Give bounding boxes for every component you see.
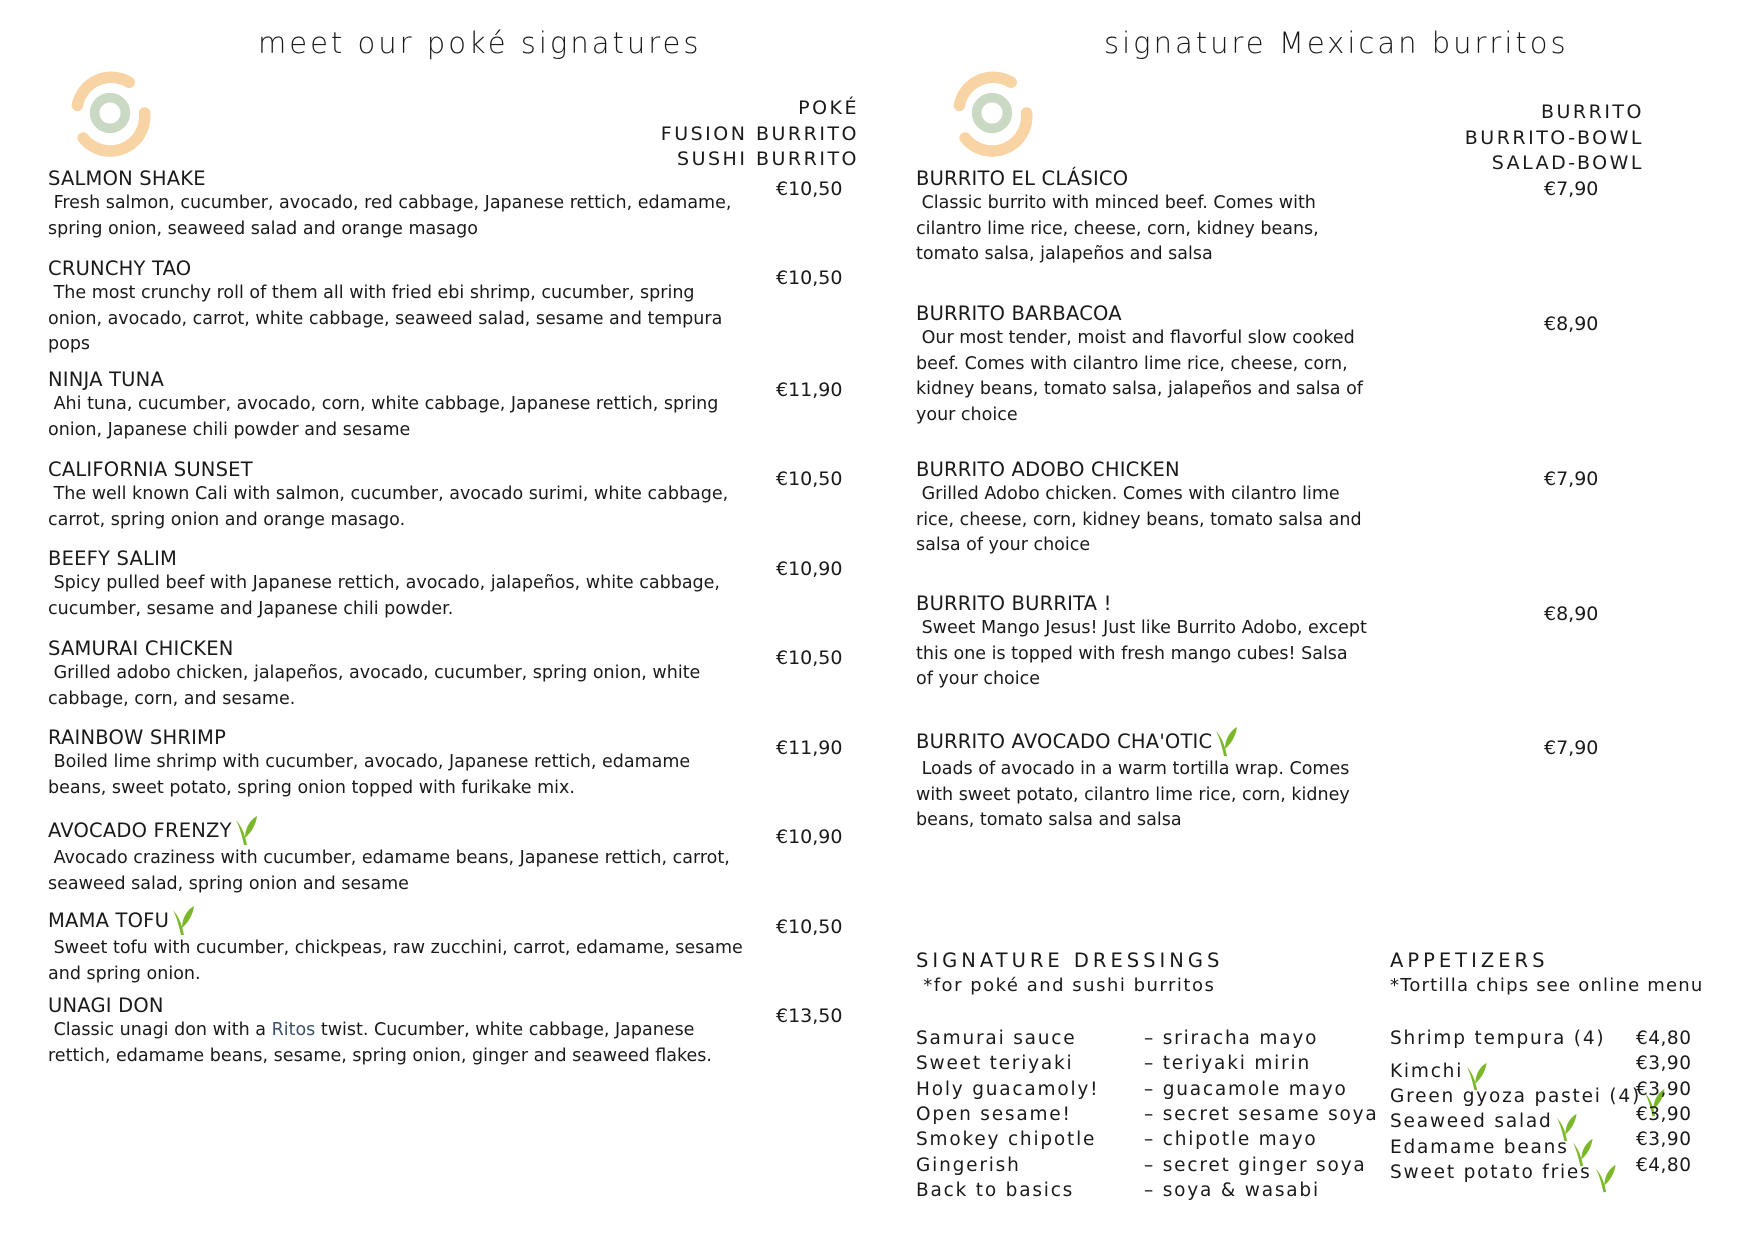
- dressing-name: Holy guacamoly!: [916, 1078, 1100, 1100]
- appetizer-name: [1390, 1026, 1605, 1051]
- poke-column-headers: [661, 96, 859, 173]
- dressings-heading: SIGNATURE DRESSINGS: [916, 949, 1224, 972]
- appetizers-subheading: *Tortilla chips see online menu: [1390, 975, 1704, 996]
- menu-item: [916, 166, 1368, 268]
- menu-item-name-text: SAMURAI CHICKEN: [48, 637, 234, 660]
- menu-item: [48, 256, 753, 358]
- menu-item-price: €11,90: [776, 379, 843, 401]
- menu-item-description: Ahi tuna, cucumber, avocado, corn, white cabbage, Japanese rettich, spring onion, Japanese chili powder and sesame: [48, 394, 724, 440]
- menu-item-name: [916, 166, 1368, 191]
- appetizer-price: €3,90: [1636, 1078, 1692, 1100]
- menu-item-name: [48, 256, 753, 281]
- menu-item-price: €10,50: [776, 647, 843, 669]
- menu-item-name-text: MAMA TOFU: [48, 908, 170, 932]
- menu-item: [48, 546, 753, 622]
- menu-item-description: Grilled adobo chicken, jalapeños, avocado, cucumber, spring onion, white cabbage, corn, and sesame.: [48, 663, 706, 709]
- menu-item-name: [48, 166, 753, 191]
- menu-item: [48, 904, 753, 987]
- menu-item-price: €10,90: [776, 558, 843, 580]
- appetizer-name-text: Seaweed salad: [1390, 1111, 1553, 1133]
- dressing-name: Gingerish: [916, 1154, 1021, 1176]
- ritos-logo-icon: [62, 65, 158, 161]
- col-head-poke: POKÉ: [798, 97, 859, 119]
- menu-item-description: Loads of avocado in a warm tortilla wrap. Comes with sweet potato, cilantro lime rice, corn, kidney beans, tomato salsa and salsa: [916, 759, 1356, 830]
- col-head-burrito-bowl: BURRITO-BOWL: [1464, 126, 1644, 149]
- dressing-description: – chipotle mayo: [1144, 1129, 1318, 1151]
- appetizers-heading: APPETIZERS: [1390, 949, 1549, 972]
- menu-item-name-text: BURRITO BARBACOA: [916, 302, 1122, 325]
- menu-item-name: [916, 725, 1368, 757]
- menu-item-name-text: BURRITO AVOCADO CHA'OTIC: [916, 729, 1213, 753]
- menu-item-price: €10,50: [776, 267, 843, 289]
- poke-section-title: meet our poké signatures: [258, 26, 702, 60]
- menu-item-name-text: RAINBOW SHRIMP: [48, 726, 227, 749]
- menu-item: [48, 636, 753, 712]
- menu-item-name: [916, 301, 1368, 326]
- menu-item-name: [48, 546, 753, 571]
- menu-item: [48, 993, 753, 1069]
- menu-item: [916, 457, 1368, 559]
- menu-item-description: Classic burrito with minced beef. Comes with cilantro lime rice, cheese, corn, kidney beans, tomato salsa, jalapeños and salsa: [916, 193, 1325, 264]
- menu-item-name-text: CRUNCHY TAO: [48, 257, 192, 280]
- menu-item-name-text: AVOCADO FRENZY: [48, 818, 232, 842]
- leaf-icon: [1594, 1163, 1617, 1193]
- appetizer-price: €4,80: [1636, 1154, 1692, 1176]
- menu-item: [48, 457, 753, 533]
- menu-item-name-text: NINJA TUNA: [48, 368, 164, 391]
- leaf-icon: [171, 904, 195, 936]
- menu-item-description: Avocado craziness with cucumber, edamame beans, Japanese rettich, carrot, seaweed salad, spring onion and sesame: [48, 848, 736, 894]
- menu-item-price: €13,50: [776, 1005, 843, 1027]
- menu-item-name-text: CALIFORNIA SUNSET: [48, 458, 253, 481]
- menu-item-name: [48, 993, 753, 1018]
- col-head-burrito: BURRITO: [1540, 101, 1644, 123]
- menu-item: [916, 591, 1373, 693]
- menu-item: [48, 166, 753, 242]
- menu-item-description: Spicy pulled beef with Japanese rettich, avocado, jalapeños, white cabbage, cucumber, sesame and Japanese chili powder.: [48, 573, 726, 619]
- menu-item-name-text: BURRITO ADOBO CHICKEN: [916, 458, 1180, 481]
- menu-item-name: [48, 814, 753, 846]
- menu-item-price: €8,90: [1544, 313, 1599, 335]
- menu-item-name: [916, 457, 1368, 482]
- ritos-logo-icon: [944, 65, 1040, 161]
- menu-item-price: €7,90: [1544, 178, 1599, 200]
- appetizer-name-text: Green gyoza pastei (4): [1390, 1086, 1642, 1108]
- menu-item-price: €7,90: [1544, 737, 1599, 759]
- desc-part: twist. Cucumber, white cabbage, Japanese rettich, edamame beans, sesame, spring onion, ginger and seaweed flakes.: [48, 1020, 712, 1066]
- menu-item-price: €11,90: [776, 737, 843, 759]
- menu-item-description: Our most tender, moist and flavorful slow cooked beef. Comes with cilantro lime rice, cheese, corn, kidney beans, tomato salsa, jalapeños and salsa of your choice: [916, 328, 1369, 425]
- dressing-name: Samurai sauce: [916, 1028, 1077, 1049]
- desc-part: Classic unagi don with a: [48, 1020, 272, 1040]
- menu-item-name: [916, 591, 1368, 616]
- menu-item-description: The most crunchy roll of them all with fried ebi shrimp, cucumber, spring onion, avocado, carrot, white cabbage, seaweed salad, sesame and tempura pops: [48, 283, 728, 354]
- dressing-description: – guacamole mayo: [1144, 1078, 1348, 1100]
- menu-item-name-text: BEEFY SALIM: [48, 547, 178, 570]
- dressing-description: – soya & wasabi: [1144, 1179, 1320, 1201]
- appetizer-price: €4,80: [1636, 1028, 1692, 1049]
- appetizer-name-text: Sweet potato fries: [1390, 1162, 1592, 1183]
- appetizer-price: €3,90: [1636, 1053, 1692, 1075]
- appetizer-price: €3,90: [1636, 1129, 1692, 1151]
- brand-name: Ritos: [271, 1020, 316, 1040]
- menu-item: [48, 725, 753, 801]
- menu-item-name-text: BURRITO EL CLÁSICO: [916, 167, 1129, 190]
- dressing-name: Smokey chipotle: [916, 1129, 1097, 1151]
- menu-item-name: [48, 904, 753, 936]
- menu-item-price: €10,50: [776, 916, 843, 938]
- menu-item-name-text: SALMON SHAKE: [48, 167, 206, 190]
- menu-item-name: [48, 725, 753, 750]
- menu-item-price: €7,90: [1544, 468, 1599, 490]
- appetizer-name-text: Kimchi: [1390, 1060, 1464, 1082]
- col-head-sushi-burrito: SUSHI BURRITO: [677, 148, 859, 170]
- appetizer-name-text: Shrimp tempura (4): [1390, 1028, 1606, 1049]
- menu-item-description: The well known Cali with salmon, cucumber, avocado surimi, white cabbage, carrot, spring onion and orange masago.: [48, 484, 734, 530]
- appetizer-price: €3,90: [1636, 1103, 1692, 1125]
- menu-item-name: [48, 636, 753, 661]
- menu-item-price: €8,90: [1544, 603, 1599, 625]
- menu-item-name-text: UNAGI DON: [48, 994, 164, 1017]
- dressing-description: – secret sesame soya: [1144, 1103, 1379, 1125]
- menu-item-description: Sweet tofu with cucumber, chickpeas, raw zucchini, carrot, edamame, sesame and spring onion.: [48, 938, 749, 984]
- menu-item: [916, 301, 1368, 428]
- menu-item-name: [48, 367, 753, 392]
- dressing-name: Sweet teriyaki: [916, 1053, 1074, 1075]
- dressing-name: Open sesame!: [916, 1103, 1072, 1125]
- menu-item-description: Sweet Mango Jesus! Just like Burrito Adobo, except this one is topped with fresh mango cubes! Salsa of your choice: [916, 618, 1373, 689]
- burrito-column-headers: [1465, 100, 1644, 177]
- menu-item: [48, 367, 753, 443]
- menu-item-name-text: BURRITO BURRITA !: [916, 592, 1112, 615]
- appetizer-name-text: Edamame beans: [1390, 1136, 1569, 1158]
- dressings-subheading: *for poké and sushi burritos: [916, 975, 1216, 996]
- leaf-icon: [234, 814, 258, 846]
- col-head-salad-bowl: SALAD-BOWL: [1491, 152, 1644, 174]
- menu-item: [48, 814, 753, 897]
- dressing-description: – teriyaki mirin: [1144, 1053, 1311, 1075]
- menu-item-description: Grilled Adobo chicken. Comes with cilantro lime rice, cheese, corn, kidney beans, tomato salsa and salsa of your choice: [916, 484, 1368, 555]
- menu-item: [916, 725, 1368, 834]
- menu-item-price: €10,90: [776, 826, 843, 848]
- dressing-description: – secret ginger soya: [1144, 1154, 1367, 1176]
- menu-item-name: [48, 457, 753, 482]
- burrito-section-title: signature Mexican burritos: [1104, 26, 1569, 60]
- menu-item-description: Boiled lime shrimp with cucumber, avocado, Japanese rettich, edamame beans, sweet potato, spring onion topped with furikake mix.: [48, 752, 696, 798]
- col-head-fusion-burrito: FUSION BURRITO: [660, 122, 859, 145]
- menu-item-description: Fresh salmon, cucumber, avocado, red cabbage, Japanese rettich, edamame, spring onion, seaweed salad and orange masago: [48, 193, 738, 239]
- menu-item-description: [48, 1018, 753, 1069]
- dressing-name: Back to basics: [916, 1179, 1075, 1201]
- menu-item-price: €10,50: [776, 468, 843, 490]
- appetizer-name: [1390, 1153, 1616, 1193]
- leaf-icon: [1214, 725, 1238, 757]
- dressing-description: – sriracha mayo: [1144, 1028, 1319, 1049]
- menu-item-price: €10,50: [776, 178, 843, 200]
